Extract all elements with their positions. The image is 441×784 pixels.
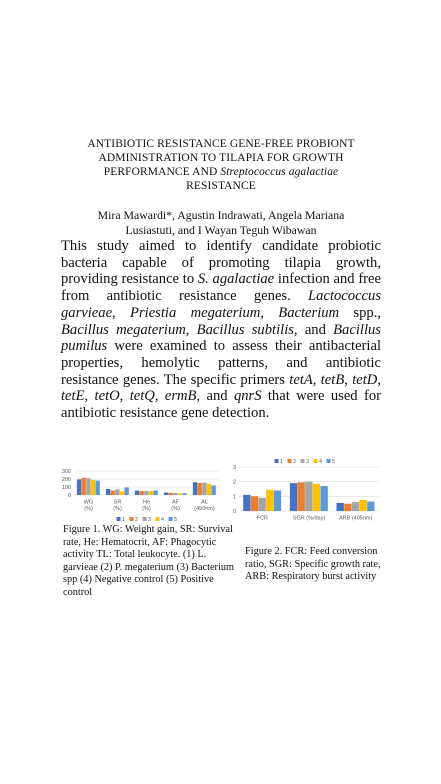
legend-label: 3 [306,459,310,465]
bar [173,493,177,495]
authors [60,208,382,238]
bar [164,493,168,495]
abstract-text: , [154,388,165,405]
x-tick-label: (%) [171,506,180,512]
x-tick-label: AF [171,499,180,506]
gene-name: tetD [352,371,378,388]
figure1-chart [57,464,225,524]
bar [298,482,305,511]
legend-swatch [301,459,305,463]
legend-label: 4 [319,459,323,465]
authors-line: Lusiastuti, and I Wayan Teguh Wibawan [125,223,317,237]
legend-label: 2 [135,517,139,523]
bar [198,483,202,495]
x-tick-label: AL [201,499,208,506]
bar [115,489,119,495]
legend-label: 5 [332,459,336,465]
bar [135,491,139,495]
bar [344,504,351,511]
x-tick-label: (%) [113,506,122,512]
title-line: RESISTANCE [186,180,256,192]
bar [91,480,95,495]
x-tick-label: WG [83,499,94,506]
legend-swatch [169,517,173,521]
gene-name: tetO [94,388,120,405]
bar [243,495,250,511]
abstract-text: , [377,371,382,388]
y-tick-label: 0 [67,493,71,499]
bar [320,486,327,511]
bar [193,482,197,495]
abstract-text: This study aimed to identify candidate probiotic bacteria capable of promoting tilapia growth, providing resistance to [61,238,381,288]
bar [106,489,110,495]
abstract-text: were examined to assess their antibacterial properties, hemolytic patterns, and antibiotic resistance genes. The specific primers [61,338,381,388]
abstract [61,238,381,422]
bar [266,490,273,511]
legend-swatch [130,517,134,521]
bar [367,501,374,511]
legend-label: 4 [161,517,165,523]
y-tick-label: 0 [232,509,236,515]
abstract-species: Bacillus pumilus [61,321,381,355]
abstract-species: S. agalactiae [197,271,275,288]
abstract-species: Bacillus megaterium, Bacillus subtilis, [61,321,298,338]
abstract-text: infection and free from antibiotic resistance genes. [61,271,381,305]
bar [290,483,297,511]
y-tick-label: 200 [61,477,71,483]
abstract-text: , [344,371,353,388]
bar [259,498,266,511]
legend-swatch [275,459,279,463]
legend-swatch [156,517,160,521]
bar [313,484,320,511]
legend-swatch [143,517,147,521]
figure2-svg [223,455,383,533]
x-tick-label: (450nm) [194,506,215,512]
figure2-caption: Figure 2. FCR: Feed conversion ratio, SGR: Specific growth rate, ARB: Respiratory burst activity [245,546,381,583]
figure1-svg [57,464,225,524]
bar [305,482,312,511]
bar [352,502,359,511]
abstract-text: , and [196,388,234,405]
bar [178,493,182,495]
gene-name: tetB [320,371,345,388]
legend-swatch [117,517,121,521]
bar [202,483,206,495]
bar [169,493,173,495]
bar [251,496,258,511]
bar [149,491,153,495]
legend-swatch [288,459,292,463]
abstract-text: , [312,371,321,388]
gene-name: qnrS [233,388,262,405]
bar [120,491,124,495]
y-tick-label: 1 [232,494,236,501]
bar [86,478,90,495]
gene-name: tetA [289,371,313,388]
bar [124,487,128,495]
title-text: PERFORMANCE AND [103,166,221,178]
bar [144,491,148,495]
bar [359,500,366,511]
legend-label: 5 [174,517,178,523]
abstract-text: , [84,388,95,405]
bar [207,484,211,495]
authors-line: Mira Mawardi*, Agustin Indrawati, Angela Mariana [97,208,345,222]
title-line: ADMINISTRATION TO TILAPIA FOR GROWTH [98,152,344,164]
bar [82,478,86,495]
figure2-chart [223,455,383,533]
x-tick-label: ARB (405nm) [339,515,373,522]
legend-swatch [327,459,331,463]
figure1-caption: Figure 1. WG: Weight gain, SR: Survival rate, He: Hematocrit, AF: Phagocytic activity TL: Total leukocyte. (1) L. garvieae (2) P. megaterium (3) Bacterium spp (4) Negative control (5) Positive control [63,524,234,598]
y-tick-label: 3 [232,465,236,471]
x-tick-label: SGR (%/day) [292,515,326,522]
title-species: Streptococcus agalactiae [220,166,339,178]
bar [153,491,157,495]
title-line: ANTIBIOTIC RESISTANCE GENE-FREE PROBIONT [87,138,355,150]
legend-label: 1 [280,459,284,465]
y-tick-label: 2 [232,479,236,486]
legend-label: 3 [148,517,152,523]
legend-label: 1 [122,517,126,523]
bar [182,493,186,495]
x-tick-label: (%) [142,506,151,512]
paper-title [40,137,402,193]
gene-name: tetQ [129,388,155,405]
gene-name: tetE [61,388,85,405]
abstract-text: that were used for antibiotic resistance gene detection. [61,388,381,422]
abstract-text: , [119,388,130,405]
x-tick-label: SR [113,499,122,506]
y-tick-label: 300 [61,469,71,475]
abstract-text: spp., [339,304,382,321]
bar [95,481,99,495]
bar [337,503,344,511]
x-tick-label: He [142,499,151,506]
bar [77,479,81,495]
title-line [40,165,402,179]
y-tick-label: 100 [61,485,71,491]
bar [111,491,115,495]
gene-name: ermB [164,388,197,405]
bar [211,485,215,495]
abstract-species: Lactococcus garvieae, Priestia megaterium, Bacterium [61,288,381,321]
bar [274,490,281,511]
x-tick-label: FCR [256,515,268,522]
bar [140,491,144,495]
legend-swatch [314,459,318,463]
legend-label: 2 [293,459,297,465]
abstract-text: and [297,321,334,338]
x-tick-label: (%) [84,506,93,512]
